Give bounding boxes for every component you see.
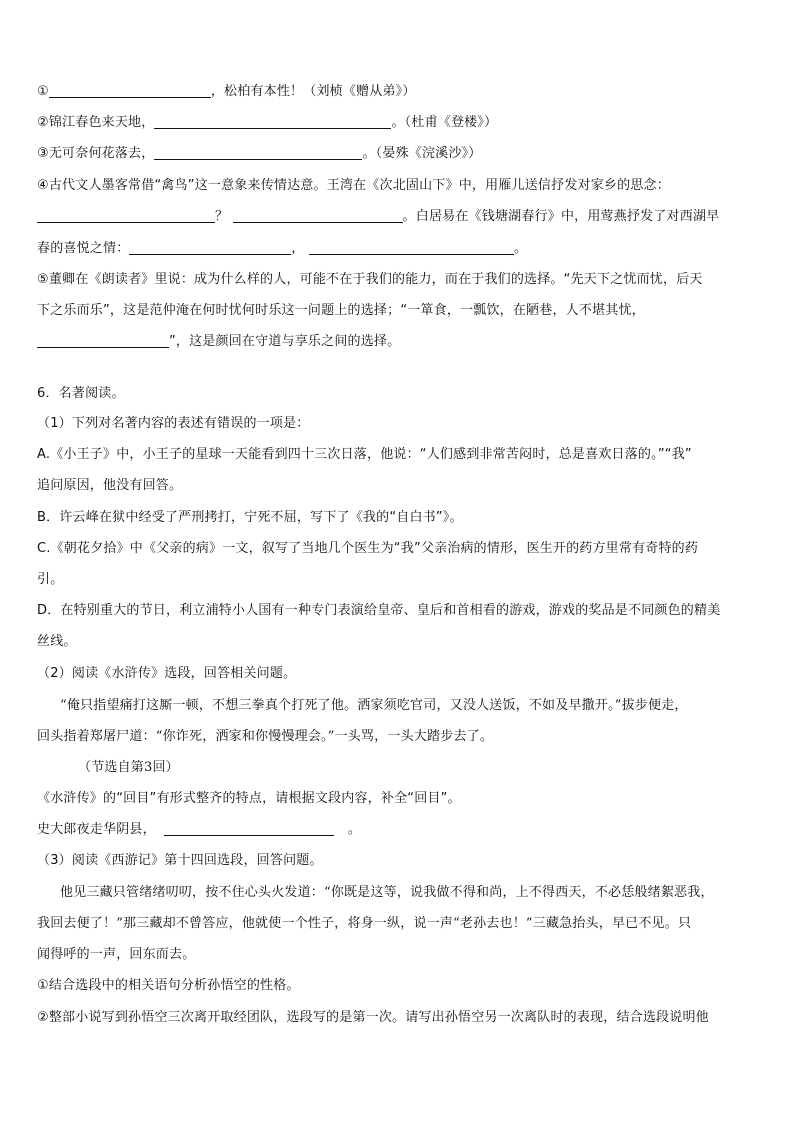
option-d-line2: 丝线。 <box>37 634 77 649</box>
answer-blank[interactable] <box>129 240 291 255</box>
answer-blank[interactable] <box>309 240 514 255</box>
option-a-line1: A.《小王子》中，小王子的星球一天能看到四十三次日落，他说：“人们感到非常苦闷时，总是喜欢日落的。”“我” <box>37 447 692 462</box>
option-c-line2: 引。 <box>37 572 64 587</box>
subquestion-2-answer-line: 史大郎夜走华阴县， 。 <box>37 822 362 837</box>
subquestion-3-item-2: ②整部小说写到孙悟空三次离开取经团队，选段写的是第一次。请写出孙悟空另一次离队时的表现，结合选段说明他 <box>37 1010 709 1025</box>
subquestion-2-prompt: 《水浒传》的“回目”有形式整齐的特点，请根据文段内容，补全“回目”。 <box>37 791 461 806</box>
option-a-line2: 追问原因，他没有回答。 <box>37 478 183 493</box>
poem-item-4-line1: ④古代文人墨客常借“禽鸟”这一意象来传情达意。王湾在《次北固山下》中，用雁儿送信抒发对家乡的思念： <box>37 178 670 193</box>
answer-blank[interactable] <box>164 821 334 836</box>
subquestion-3: （3）阅读《西游记》第十四回选段，回答问题。 <box>37 853 323 868</box>
question-6-title: 6．名著阅读。 <box>37 386 125 401</box>
answer-blank[interactable] <box>154 145 362 160</box>
passage-2-line1: “俺只指望痛打这厮一顿，不想三拳真个打死了他。洒家须吃官司，又没人送饭，不如及早撒开。”拔步便走， <box>60 698 688 713</box>
answer-blank[interactable] <box>49 83 211 98</box>
option-c-line1: C.《朝花夕拾》中《父亲的病》一文，叙写了当地几个医生为“我”父亲治病的情形，医生开的药方里常有奇特的药 <box>37 541 699 556</box>
passage-3-line1: 他见三藏只管绪绪叨叨，按不住心头火发道：“你既是这等，说我做不得和尚，上不得西天，不必恁般绪絮恶我， <box>60 885 714 900</box>
answer-blank[interactable] <box>37 208 215 223</box>
passage-2-source: （节选自第3回） <box>78 760 179 775</box>
poem-item-3: ③无可奈何花落去， 。（晏殊《浣溪沙》） <box>37 146 482 161</box>
subquestion-3-item-1: ①结合选段中的相关语句分析孙悟空的性格。 <box>37 978 300 993</box>
poem-item-5-line3: ”，这是颜回在守道与享乐之间的选择。 <box>37 332 766 352</box>
poem-item-5-line2: 下之乐而乐”，这是范仲淹在何时忧何时乐这一问题上的选择；“一箪食，一瓢饮，在陋巷，人不堪其忧， <box>37 303 645 318</box>
answer-blank[interactable] <box>233 208 403 223</box>
answer-blank[interactable] <box>154 114 391 129</box>
option-d-line1: D．在特别重大的节日，利立浦特小人国有一种专门表演给皇帝、皇后和首相看的游戏，游戏的奖品是不同颜色的精美 <box>37 603 721 618</box>
passage-3-line2: 我回去便了！”那三藏却不曾答应，他就使一个性子，将身一纵，说一声“老孙去也！”三藏急抬头，早已不见。只 <box>37 916 692 931</box>
poem-item-2: ②锦江春色来天地， 。（杜甫《登楼》） <box>37 115 498 130</box>
subquestion-2: （2）阅读《水浒传》选段，回答相关问题。 <box>37 666 297 681</box>
poem-item-4-line3: 春的喜悦之情： ， 。 <box>37 241 528 256</box>
subquestion-1: （1）下列对名著内容的表述有错误的一项是： <box>37 416 310 431</box>
passage-2-line2: 回头指着郑屠尸道：“你诈死，洒家和你慢慢理会。”一头骂，一头大踏步去了。 <box>37 729 493 744</box>
poem-item-4-line2: ？ 。白居易在《钱塘湖春行》中，用莺燕抒发了对西湖早 <box>37 207 766 227</box>
option-b: B．许云峰在狱中经受了严刑拷打，宁死不屈，写下了《我的“自白书”》。 <box>37 510 463 525</box>
passage-3-line3: 闻得呼的一声，回东而去。 <box>37 947 196 962</box>
item-marker: ① <box>37 84 49 99</box>
poem-item-5-line1: ⑤董卿在《朗读者》里说：成为什么样的人，可能不在于我们的能力，而在于我们的选择。“先天下之忧而忧，后天 <box>37 272 703 287</box>
answer-blank[interactable] <box>37 333 169 348</box>
poem-item-1: ① ，松柏有本性！（刘桢《赠从弟》） <box>37 84 416 99</box>
